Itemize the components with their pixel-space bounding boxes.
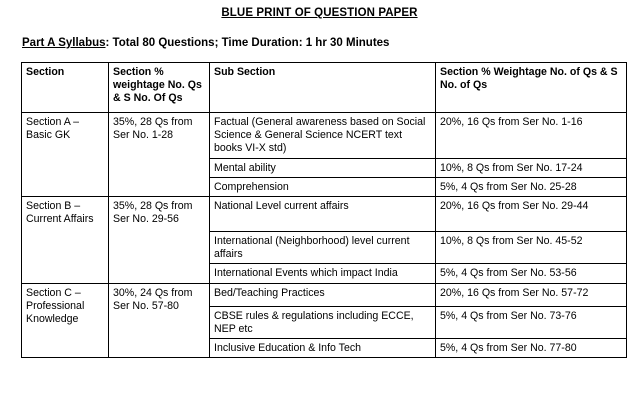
- sub-section-name: Inclusive Education & Info Tech: [210, 339, 436, 358]
- header-sub-section: Sub Section: [210, 63, 436, 113]
- header-section: Section: [22, 63, 109, 113]
- sub-section-weightage: 10%, 8 Qs from Ser No. 45-52: [436, 232, 627, 264]
- table-row: [22, 113, 627, 159]
- header-row: [22, 63, 627, 113]
- document-title: BLUE PRINT OF QUESTION PAPER: [221, 7, 418, 19]
- syllabus-details: : Total 80 Questions; Time Duration: 1 hr 30 Minutes: [105, 37, 390, 49]
- syllabus-line: [22, 37, 389, 49]
- sub-section-name: CBSE rules & regulations including ECCE, NEP etc: [210, 306, 436, 338]
- section-weightage: 35%, 28 Qs from Ser No. 29-56: [109, 197, 210, 284]
- sub-section-weightage: 20%, 16 Qs from Ser No. 57-72: [436, 283, 627, 306]
- sub-section-name: National Level current affairs: [210, 197, 436, 232]
- sub-section-weightage: 20%, 16 Qs from Ser No. 29-44: [436, 197, 627, 232]
- section-name: Section C – Professional Knowledge: [22, 283, 109, 358]
- sub-section-name: Comprehension: [210, 177, 436, 196]
- sub-section-weightage: 5%, 4 Qs from Ser No. 73-76: [436, 306, 627, 338]
- header-weightage: Section % weightage No. Qs & S No. Of Qs: [109, 63, 210, 113]
- sub-section-name: Bed/Teaching Practices: [210, 283, 436, 306]
- sub-section-weightage: 5%, 4 Qs from Ser No. 25-28: [436, 177, 627, 196]
- sub-section-name: Mental ability: [210, 158, 436, 177]
- sub-section-weightage: 20%, 16 Qs from Ser No. 1-16: [436, 113, 627, 159]
- section-weightage: 35%, 28 Qs from Ser No. 1-28: [109, 113, 210, 197]
- section-name: Section B – Current Affairs: [22, 197, 109, 284]
- syllabus-label: Part A Syllabus: [22, 37, 106, 49]
- section-weightage: 30%, 24 Qs from Ser No. 57-80: [109, 283, 210, 358]
- sub-section-weightage: 5%, 4 Qs from Ser No. 77-80: [436, 339, 627, 358]
- sub-section-name: International Events which impact India: [210, 264, 436, 283]
- sub-section-weightage: 5%, 4 Qs from Ser No. 53-56: [436, 264, 627, 283]
- header-sub-weightage: Section % Weightage No. of Qs & S No. of Qs: [436, 63, 627, 113]
- sub-section-name: Factual (General awareness based on Social Science & General Science NCERT text books VI-X std): [210, 113, 436, 159]
- table-row: [22, 283, 627, 306]
- table-row: [22, 197, 627, 232]
- section-name: Section A – Basic GK: [22, 113, 109, 197]
- sub-section-weightage: 10%, 8 Qs from Ser No. 17-24: [436, 158, 627, 177]
- blueprint-table: [21, 62, 627, 358]
- sub-section-name: International (Neighborhood) level current affairs: [210, 232, 436, 264]
